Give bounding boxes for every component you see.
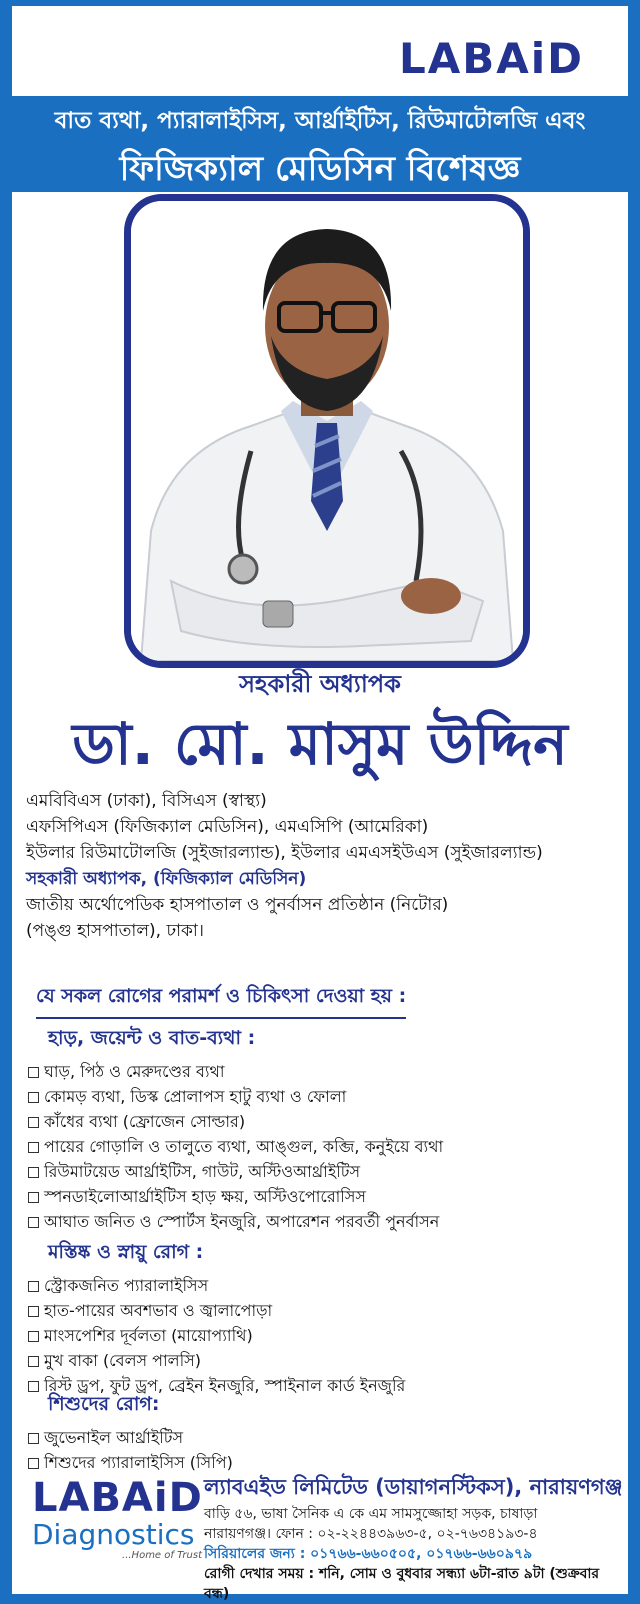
list-item-label: রিস্ট ড্রপ, ফুট ড্রপ, ব্রেইন ইনজুরি, স্পাইনাল কার্ড ইনজুরি	[44, 1376, 406, 1395]
doctor-photo	[124, 194, 530, 668]
specialty-line-1: বাত ব্যথা, প্যারালাইসিস, আর্থ্রাইটিস, রিউমাটোলজি এবং	[54, 108, 586, 134]
list-item	[28, 1135, 443, 1160]
list-item-label: আঘাত জনিত ও স্পোর্টস ইনজুরি, অপারেশন পরবর্তী পুনর্বাসন	[44, 1212, 440, 1231]
group-title: হাড়, জয়েন্ট ও বাত-ব্যথা :	[48, 1027, 256, 1049]
labaid-logo: LABAiD	[398, 34, 584, 83]
footer-address-2: নারায়ণগঞ্জ। ফোন : ০২-২২৪৪৩৯৬৩-৫, ০২-৭৬৩৪১৯৩-৪	[204, 1526, 538, 1542]
checkbox-icon	[28, 1433, 39, 1444]
list-item	[28, 1210, 443, 1235]
list-item	[28, 1451, 233, 1476]
doctor-position: সহকারী অধ্যাপক, (ফিজিক্যাল মেডিসিন)	[26, 869, 307, 889]
group-title: শিশুদের রোগ:	[48, 1393, 160, 1415]
footer-visit-time: রোগী দেখার সময় : শনি, সোম ও বুধবার সন্ধ্যা ৬টা-রাত ৯টা (শুক্রবার বন্ধ)	[204, 1566, 600, 1602]
footer-logo-sub: Diagnostics	[32, 1518, 195, 1551]
list-item-label: জুভেনাইল আর্থ্রাইটিস	[44, 1428, 184, 1447]
checkbox-icon	[28, 1458, 39, 1469]
footer-serial: সিরিয়ালের জন্য : ০১৭৬৬-৬৬০৫০৫, ০১৭৬৬-৬৬০৯৭৯	[204, 1546, 533, 1562]
checkbox-icon	[28, 1217, 39, 1228]
specialty-line-2: ফিজিক্যাল মেডিসিন বিশেষজ্ঞ	[119, 149, 521, 189]
footer-logo-main: LABAiD	[32, 1475, 203, 1521]
doctor-qualifications	[26, 788, 626, 944]
list-item-label: রিউমাটয়েড আর্থ্রাইটিস, গাউট, অস্টিওআর্থ্রাইটিস	[44, 1162, 361, 1181]
doctor-portrait-illustration	[131, 201, 523, 661]
qualification-line: এমবিবিএস (ঢাকা), বিসিএস (স্বাস্থ্য)	[26, 791, 267, 811]
doctor-designation: সহকারী অধ্যাপক	[239, 670, 401, 698]
checkbox-icon	[28, 1356, 39, 1367]
list-item-label: পায়ের গোড়ালি ও তালুতে ব্যথা, আঙ্গুল, কব্জি, কনুইয়ে ব্যথা	[44, 1137, 444, 1156]
list-item-label: স্ট্রোকজনিত প্যারালাইসিস	[44, 1276, 209, 1295]
checkbox-icon	[28, 1306, 39, 1317]
footer-tagline: ...Home of Trust	[122, 1550, 202, 1561]
list-item	[28, 1060, 443, 1085]
list-item-label: স্পনডাইলোআর্থ্রাইটিস হাড় ক্ষয়, অস্টিওপোরোসিস	[44, 1187, 366, 1206]
list-item-label: শিশুদের প্যারালাইসিস (সিপি)	[44, 1453, 233, 1472]
checkbox-icon	[28, 1142, 39, 1153]
specialty-banner	[12, 96, 628, 192]
group-children	[28, 1390, 233, 1476]
list-item-label: মাংসপেশির দূর্বলতা (মায়োপ্যাথি)	[44, 1326, 253, 1345]
labaid-diagnostics-logo	[32, 1475, 203, 1561]
checkbox-icon	[28, 1192, 39, 1203]
list-item	[28, 1185, 443, 1210]
checkbox-icon	[28, 1331, 39, 1342]
list-item	[28, 1274, 405, 1299]
institution-line: জাতীয় অর্থোপেডিক হাসপাতাল ও পুনর্বাসন প্রতিষ্ঠান (নিটোর)	[26, 895, 449, 915]
group-title: মস্তিষ্ক ও স্নায়ু রোগ :	[48, 1241, 204, 1263]
list-item-label: হাত-পায়ের অবশভাব ও জ্বালাপোড়া	[44, 1301, 273, 1320]
checkbox-icon	[28, 1117, 39, 1128]
list-item	[28, 1299, 405, 1324]
group-bone-joint	[28, 1024, 443, 1235]
services-heading: যে সকল রোগের পরামর্শ ও চিকিৎসা দেওয়া হয় :	[36, 982, 406, 1019]
checkbox-icon	[28, 1281, 39, 1292]
qualification-line: এফসিপিএস (ফিজিক্যাল মেডিসিন), এমএসিপি (আমেরিকা)	[26, 817, 429, 837]
doctor-name: ডা. মো. মাসুম উদ্দিন	[72, 710, 568, 778]
list-item	[28, 1426, 233, 1451]
checkbox-icon	[28, 1167, 39, 1178]
qualification-line: ইউলার রিউমাটোলজি (সুইজারল্যান্ড), ইউলার এমএসইউএস (সুইজারল্যান্ড)	[26, 843, 543, 863]
list-item	[28, 1324, 405, 1349]
checkbox-icon	[28, 1092, 39, 1103]
list-item-label: কাঁধের ব্যথা (ফ্রোজেন সোল্ডার)	[44, 1112, 246, 1131]
footer-contact	[204, 1472, 624, 1604]
checkbox-icon	[28, 1067, 39, 1078]
footer-address-1: বাড়ি ৫৬, ভাষা সৈনিক এ কে এম সামসুজ্জোহা সড়ক, চাষাড়া	[204, 1506, 538, 1522]
list-item-label: মুখ বাকা (বেলস পালসি)	[44, 1351, 201, 1370]
group-neuro	[28, 1238, 405, 1399]
list-item	[28, 1349, 405, 1374]
poster-body	[12, 6, 628, 1602]
list-item-label: কোমড় ব্যথা, ডিস্ক প্রোলাপস হাটু ব্যথা ও ফোলা	[44, 1087, 347, 1106]
list-item	[28, 1160, 443, 1185]
list-item-label: ঘাড়, পিঠ ও মেরুদণ্ডের ব্যথা	[44, 1062, 225, 1081]
institution-line: (পঙ্গু হাসপাতাল), ঢাকা।	[26, 921, 204, 941]
footer-org-name: ল্যাবএইড লিমিটেড (ডায়াগনস্টিকস), নারায়ণগঞ্জ	[204, 1475, 623, 1499]
list-item	[28, 1110, 443, 1135]
list-item	[28, 1085, 443, 1110]
